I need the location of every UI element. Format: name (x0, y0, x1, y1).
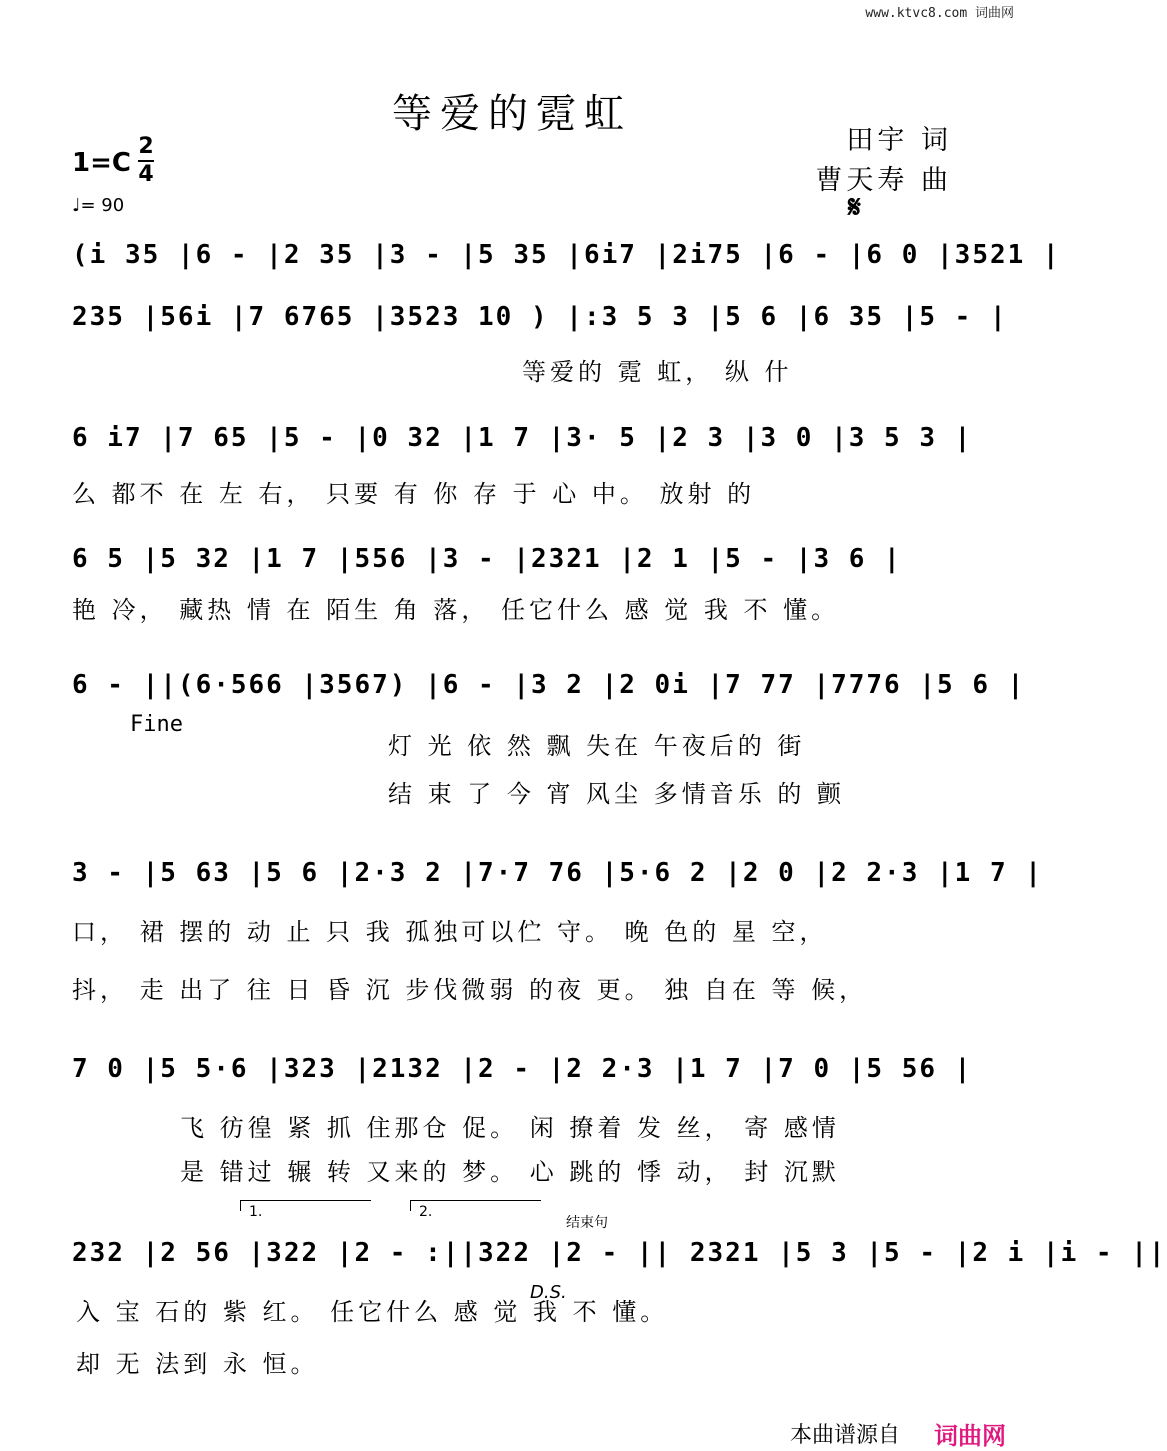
lyric-row-7-line-1: 飞 彷徨 紧 抓 住那仓 促。 闲 撩着 发 丝， 寄 感情 (180, 1114, 840, 1142)
lyric-row-4-line-1: 艳 冷， 藏热 情 在 陌生 角 落， 任它什么 感 觉 我 不 懂。 (72, 596, 840, 624)
music-row-5: 6 - ||(6·566 |3567) |6 - |3 2 |2 0i |7 77 |7776 |5 6 | (72, 670, 1026, 700)
footer-site-link[interactable]: 词曲网 (934, 1422, 1006, 1450)
tempo-marking: ♩= 90 (72, 195, 125, 216)
music-row-7: 7 0 |5 5·6 |323 |2132 |2 - |2 2·3 |1 7 |7 0 |5 56 | (72, 1054, 973, 1084)
music-row-3: 6 i7 |7 65 |5 - |0 32 |1 7 |3· 5 |2 3 |3 0 |3 5 3 | (72, 423, 973, 453)
music-row-4: 6 5 |5 32 |1 7 |556 |3 - |2321 |2 1 |5 - |3 6 | (72, 544, 902, 574)
volta-bracket-2 (410, 1200, 541, 1220)
lyric-row-2-line-1: 等爱的 霓 虹， 纵 什 (522, 358, 793, 386)
lyric-row-8-line-2: 却 无 法到 永 恒。 (76, 1350, 319, 1378)
song-title: 等爱的霓虹 (392, 91, 632, 137)
footer-source-text: 本曲谱源自 (790, 1423, 901, 1448)
time-signature-bottom: 4 (138, 162, 154, 187)
fine-marking: Fine (130, 712, 183, 737)
lyric-row-5-line-1: 灯 光 依 然 飘 失在 午夜后的 街 (388, 732, 806, 760)
lyricist-credit: 田宇 词 (846, 125, 952, 156)
volta-bracket-1 (240, 1200, 371, 1220)
music-row-6: 3 - |5 63 |5 6 |2·3 2 |7·7 76 |5·6 2 |2 0 |2 2·3 |1 7 | (72, 858, 1043, 888)
dal-segno-marking: D.S. (530, 1282, 567, 1303)
segno-icon: 𝄋 (848, 190, 861, 225)
volta-1-label: 1. (249, 1204, 263, 1220)
music-row-8: 232 |2 56 |322 |2 - :||322 |2 - || 2321 |5 3 |5 - |2 i |i - || (72, 1238, 1167, 1268)
music-row-1: (i 35 |6 - |2 35 |3 - |5 35 |6i7 |2i75 |6 - |6 0 |3521 | (72, 240, 1061, 270)
lyric-row-6-line-1: 口， 裙 摆的 动 止 只 我 孤独可以伫 守。 晚 色的 星 空， (72, 918, 828, 946)
composer-credit: 曹天寿 曲 (815, 165, 952, 196)
lyric-row-6-line-2: 抖， 走 出了 往 日 昏 沉 步伐微弱 的夜 更。 独 自在 等 候， (72, 976, 868, 1004)
site-watermark: www.ktvc8.com 词曲网 (865, 6, 1014, 21)
lyric-row-8-line-1: 入 宝 石的 紫 红。 任它什么 感 觉 我 不 懂。 (76, 1298, 669, 1326)
volta-2-label: 2. (419, 1204, 433, 1220)
lyric-row-3-line-1: 么 都不 在 左 右， 只要 有 你 存 于 心 中。 放射 的 (72, 480, 756, 508)
lyric-row-7-line-2: 是 错过 辗 转 又来的 梦。 心 跳的 悸 动， 封 沉默 (180, 1158, 840, 1186)
key-signature: 1=C (72, 148, 131, 178)
ending-phrase-label: 结束句 (566, 1215, 608, 1231)
music-row-2: 235 |56i |7 6765 |3523 10 ) |:3 5 3 |5 6 |6 35 |5 - | (72, 302, 1008, 332)
lyric-row-5-line-2: 结 束 了 今 宵 风尘 多情音乐 的 颤 (388, 780, 846, 808)
time-signature-top: 2 (138, 134, 154, 159)
time-signature (138, 134, 154, 188)
